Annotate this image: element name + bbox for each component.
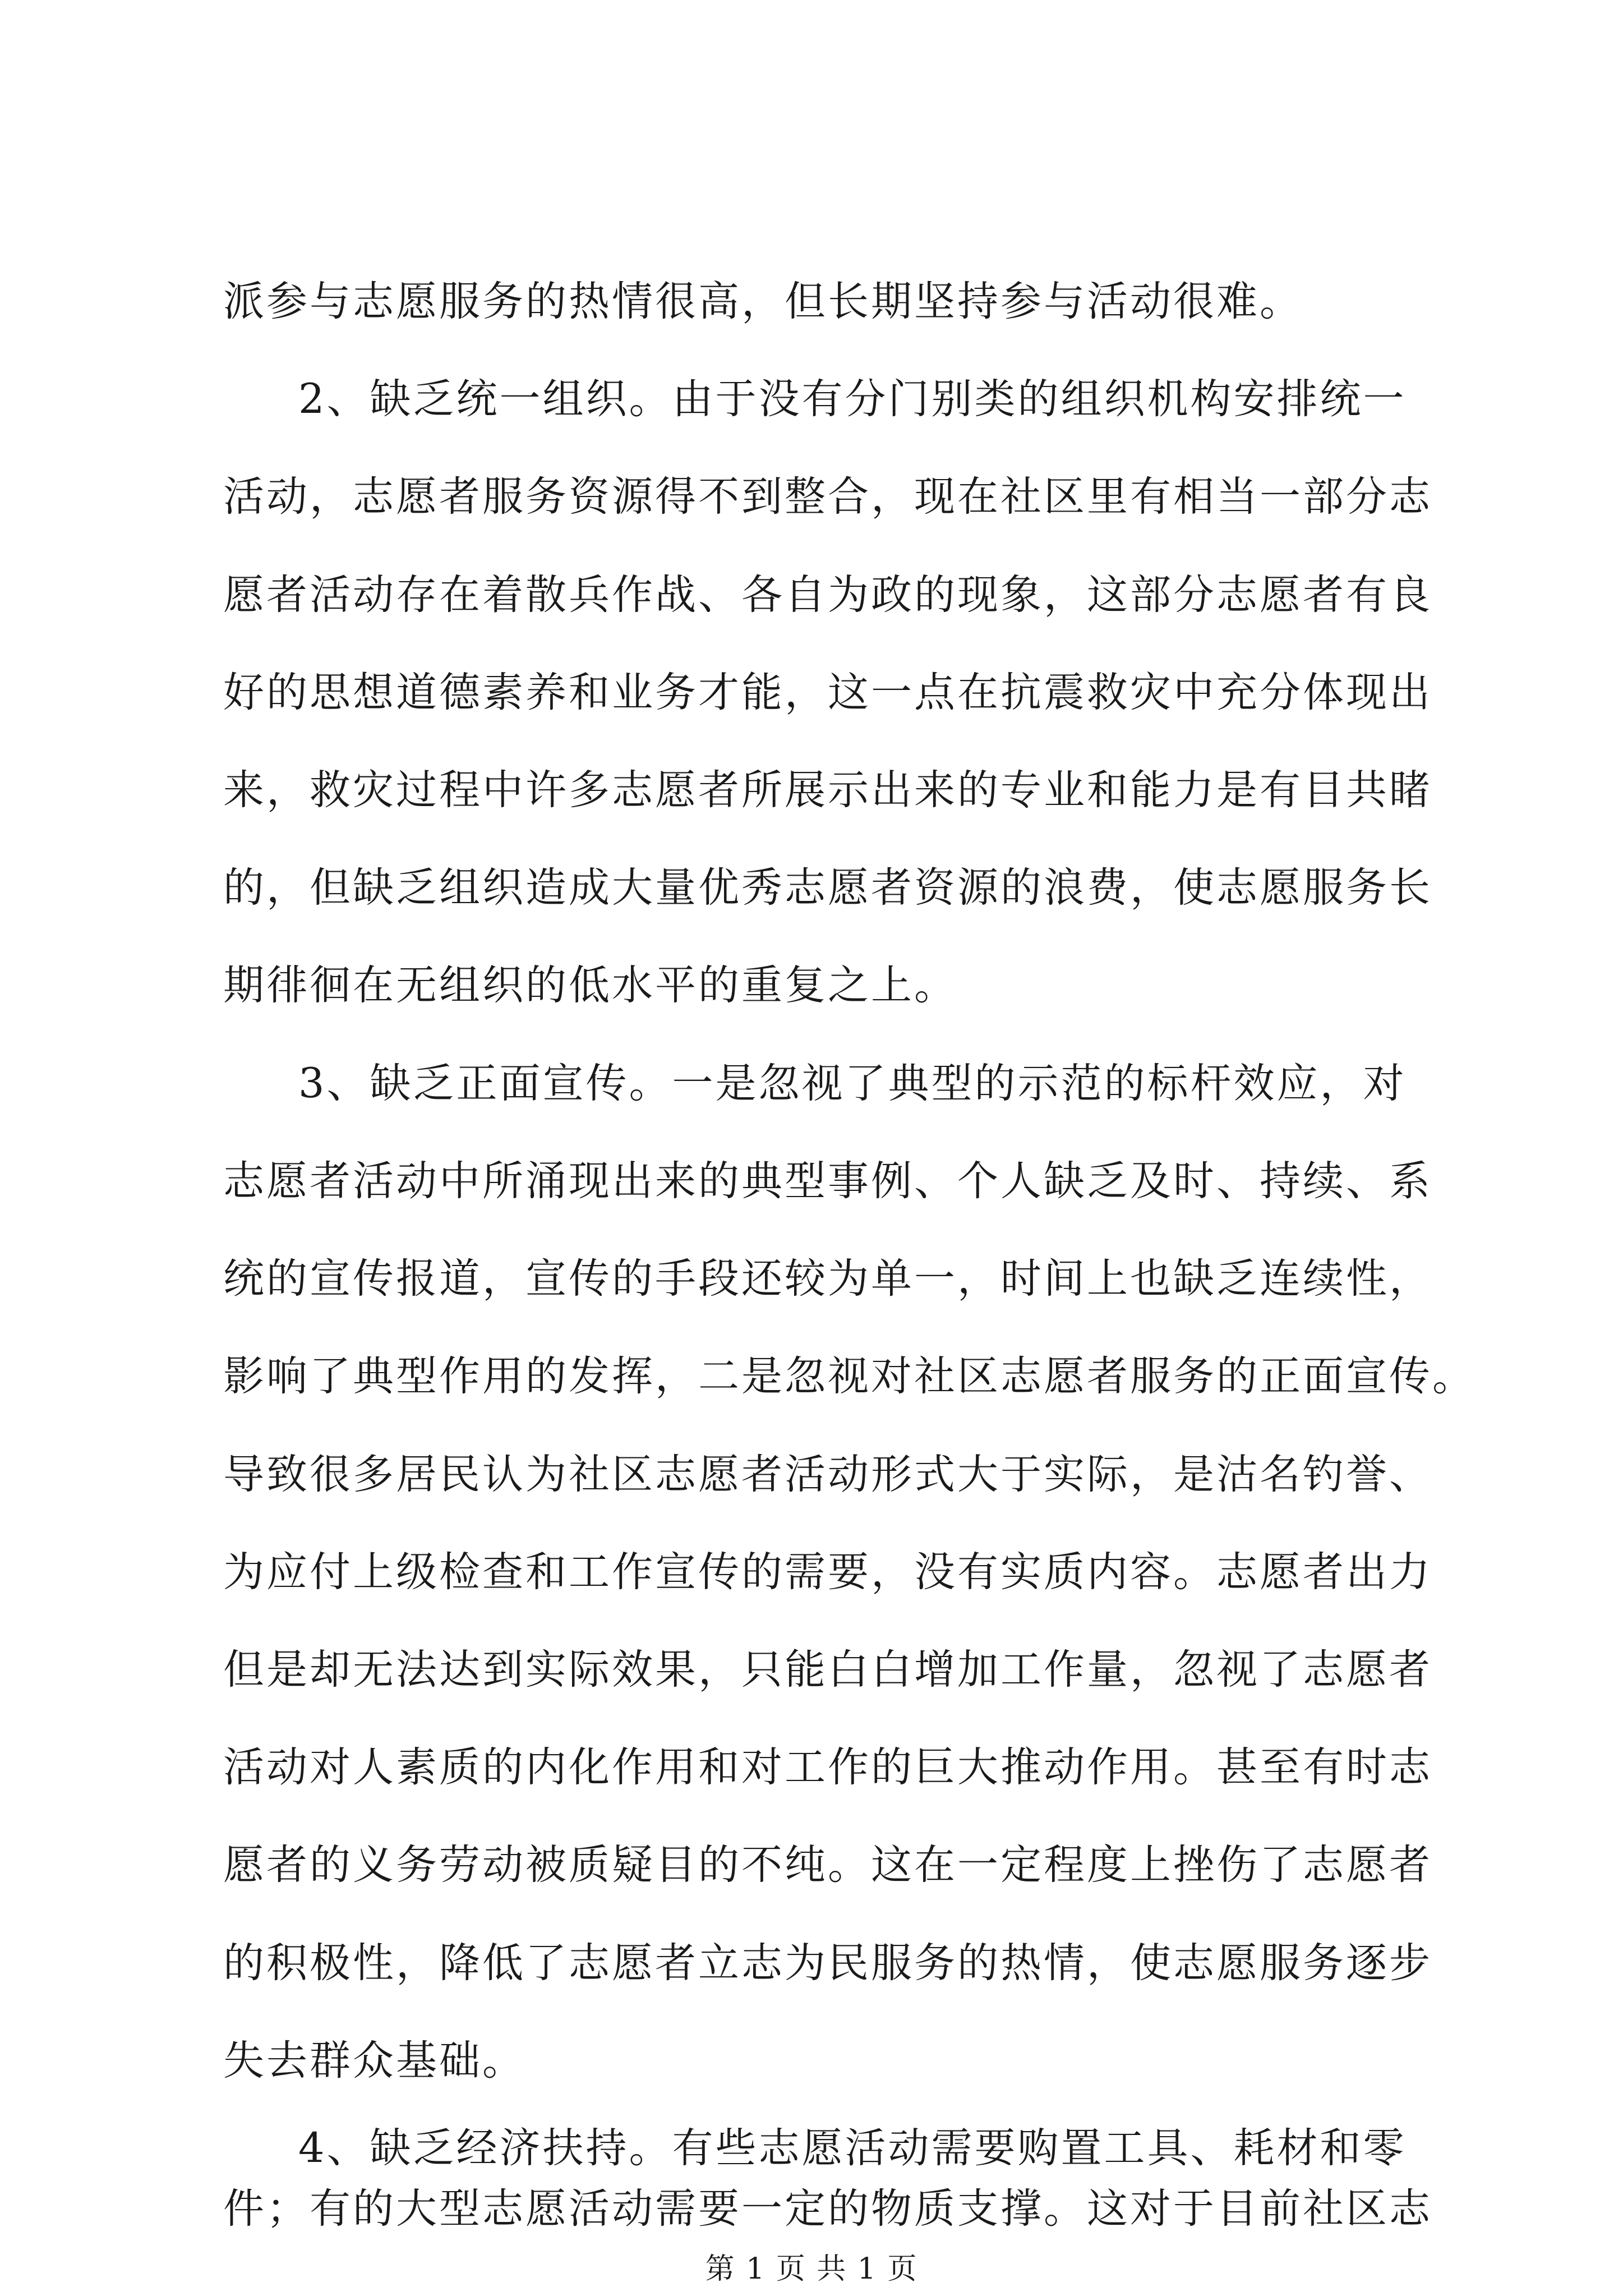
body-text-line: 影响了典型作用的发挥，二是忽视对社区志愿者服务的正面宣传。 <box>223 1352 1476 1400</box>
body-text-line: 件；有的大型志愿活动需要一定的物质支撑。这对于目前社区志 <box>223 2185 1432 2233</box>
body-text-line: 3、缺乏正面宣传。一是忽视了典型的示范的标杆效应，对 <box>298 1060 1407 1107</box>
body-text-line: 统的宣传报道，宣传的手段还较为单一，时间上也缺乏连续性， <box>223 1255 1432 1303</box>
body-text-line: 2、缺乏统一组织。由于没有分门别类的组织机构安排统一 <box>298 375 1407 423</box>
body-text-line: 期徘徊在无组织的低水平的重复之上。 <box>223 961 957 1009</box>
body-text-line: 但是却无法达到实际效果，只能白白增加工作量，忽视了志愿者 <box>223 1646 1432 1694</box>
body-text-line: 失去群众基础。 <box>223 2037 525 2085</box>
body-text-line: 的积极性，降低了志愿者立志为民服务的热情，使志愿服务逐步 <box>223 1939 1432 1987</box>
body-text-line: 为应付上级检查和工作宣传的需要，没有实质内容。志愿者出力 <box>223 1548 1432 1596</box>
body-text-line: 的，但缺乏组织造成大量优秀志愿者资源的浪费，使志愿服务长 <box>223 864 1432 912</box>
body-text-line: 来，救灾过程中许多志愿者所展示出来的专业和能力是有目共睹 <box>223 766 1432 814</box>
body-text-line: 活动对人素质的内化作用和对工作的巨大推动作用。甚至有时志 <box>223 1743 1432 1791</box>
body-text-line: 活动，志愿者服务资源得不到整合，现在社区里有相当一部分志 <box>223 473 1432 521</box>
page-footer: 第 1 页 共 1 页 <box>705 2252 918 2286</box>
body-text-line: 导致很多居民认为社区志愿者活动形式大于实际，是沽名钓誉、 <box>223 1451 1432 1498</box>
body-text-line: 志愿者活动中所涌现出来的典型事例、个人缺乏及时、持续、系 <box>223 1157 1432 1205</box>
body-text-line: 愿者活动存在着散兵作战、各自为政的现象，这部分志愿者有良 <box>223 571 1432 619</box>
body-text-line: 愿者的义务劳动被质疑目的不纯。这在一定程度上挫伤了志愿者 <box>223 1841 1432 1889</box>
body-text-line: 好的思想道德素养和业务才能，这一点在抗震救灾中充分体现出 <box>223 669 1432 716</box>
body-text-line: 4、缺乏经济扶持。有些志愿活动需要购置工具、耗材和零 <box>298 2124 1407 2172</box>
body-text-line: 派参与志愿服务的热情很高，但长期坚持参与活动很难。 <box>223 278 1303 325</box>
